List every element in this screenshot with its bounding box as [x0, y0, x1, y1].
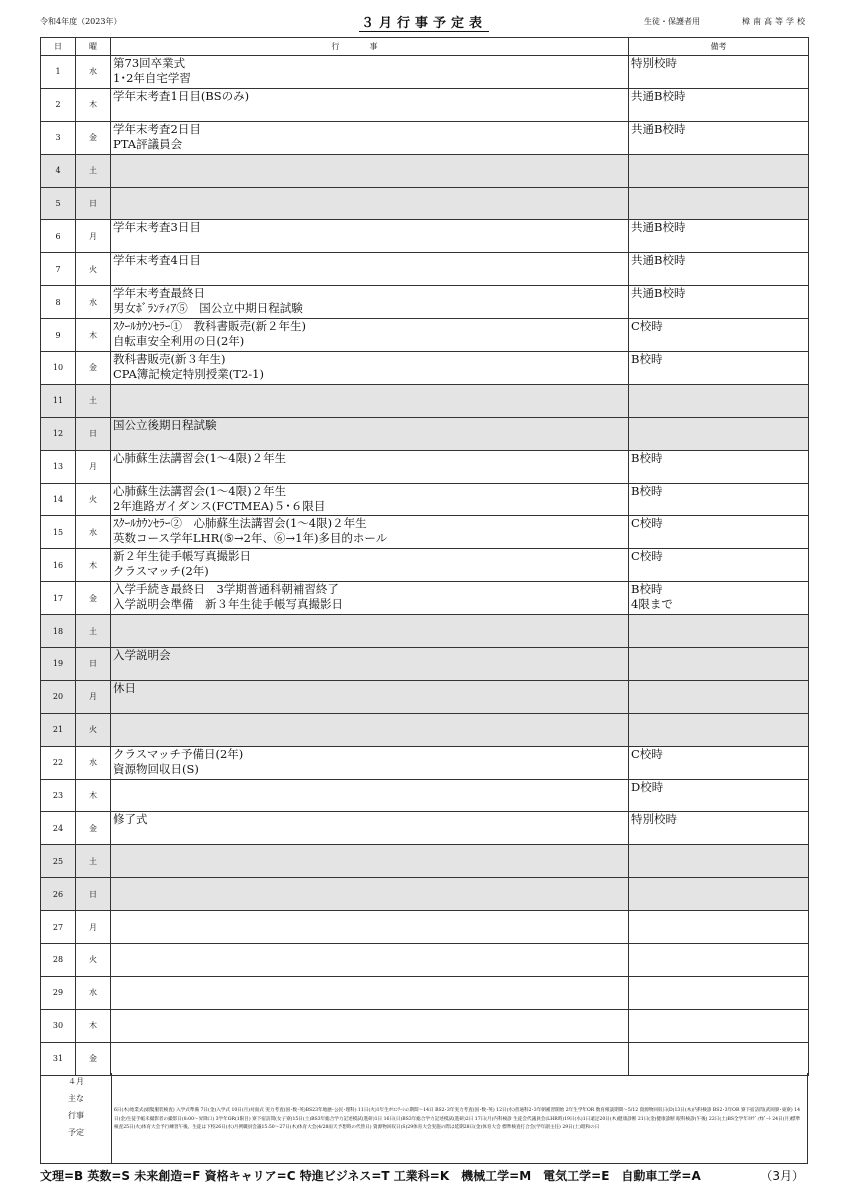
weekday-cell: 金: [76, 352, 111, 385]
event-cell: [111, 911, 629, 944]
day-cell: 31: [41, 1042, 76, 1075]
note-cell: [629, 911, 809, 944]
weekday-cell: 月: [76, 220, 111, 253]
day-cell: 9: [41, 319, 76, 352]
note-cell: [629, 713, 809, 746]
note-line: 共通B校時: [631, 220, 686, 235]
event-cell: [111, 779, 629, 812]
note-cell: [629, 680, 809, 713]
weekday-cell: 金: [76, 582, 111, 615]
note-cell: [629, 812, 809, 845]
table-row: [41, 319, 809, 352]
weekday-cell: 土: [76, 615, 111, 648]
weekday-cell: 土: [76, 384, 111, 417]
table-row: [41, 220, 809, 253]
note-cell: [629, 187, 809, 220]
event-cell: [111, 88, 629, 121]
note-line: 共通B校時: [631, 286, 686, 301]
event-cell: [111, 944, 629, 977]
note-cell: [629, 746, 809, 779]
event-cell: [111, 845, 629, 878]
event-cell: [111, 648, 629, 681]
day-cell: 26: [41, 878, 76, 911]
weekday-cell: 月: [76, 680, 111, 713]
weekday-cell: 金: [76, 1042, 111, 1075]
event-line: ｽｸｰﾙｶｳﾝｾﾗｰ② 心肺蘇生法講習会(1～4限)２年生: [113, 516, 367, 531]
weekday-cell: 水: [76, 286, 111, 319]
note-cell: [629, 253, 809, 286]
event-line: 学年末考査2日目: [113, 121, 201, 136]
table-row: [41, 845, 809, 878]
day-cell: 21: [41, 713, 76, 746]
audience-label: 生徒・保護者用: [644, 17, 700, 26]
weekday-cell: 木: [76, 1009, 111, 1042]
table-row: [41, 713, 809, 746]
table-row: [41, 121, 809, 154]
event-cell: [111, 286, 629, 319]
school-name: 樟南高等学校: [742, 17, 808, 26]
april-label-line: ４月: [68, 1077, 84, 1086]
weekday-cell: 木: [76, 779, 111, 812]
table-row: [41, 516, 809, 549]
weekday-cell: 土: [76, 154, 111, 187]
table-row: [41, 648, 809, 681]
day-cell: 27: [41, 911, 76, 944]
table-row: [41, 746, 809, 779]
table-row: [41, 187, 809, 220]
table-row: [41, 483, 809, 516]
event-line: 入学説明会準備 新３年生徒手帳写真撮影日: [113, 597, 343, 612]
note-line: 特別校時: [631, 56, 677, 70]
table-row: [41, 779, 809, 812]
april-label-line: 行事: [68, 1111, 84, 1120]
note-line: B校時: [631, 483, 663, 498]
table-row: [41, 352, 809, 385]
day-cell: 12: [41, 417, 76, 450]
weekday-cell: 日: [76, 878, 111, 911]
weekday-cell: 日: [76, 417, 111, 450]
note-cell: [629, 779, 809, 812]
event-line: 新２年生徒手帳写真撮影日: [113, 549, 251, 564]
note-line: C校時: [631, 746, 663, 761]
day-cell: 19: [41, 648, 76, 681]
weekday-cell: 火: [76, 713, 111, 746]
event-line: 学年末考査4日目: [113, 253, 201, 268]
weekday-cell: 水: [76, 746, 111, 779]
month-label: （3月）: [760, 1169, 804, 1183]
event-cell: [111, 878, 629, 911]
april-label-line: 予定: [68, 1128, 84, 1137]
table-row: [41, 1009, 809, 1042]
day-cell: 17: [41, 582, 76, 615]
note-cell: [629, 648, 809, 681]
event-cell: [111, 121, 629, 154]
table-row: [41, 154, 809, 187]
day-cell: 30: [41, 1009, 76, 1042]
note-cell: [629, 121, 809, 154]
header-event: 行事: [111, 38, 629, 56]
table-row: [41, 976, 809, 1009]
weekday-cell: 火: [76, 944, 111, 977]
day-cell: 13: [41, 450, 76, 483]
day-cell: 3: [41, 121, 76, 154]
table-row: [41, 88, 809, 121]
note-cell: [629, 286, 809, 319]
note-cell: [629, 1042, 809, 1075]
note-cell: [629, 944, 809, 977]
event-cell: [111, 1009, 629, 1042]
weekday-cell: 木: [76, 319, 111, 352]
day-cell: 24: [41, 812, 76, 845]
header-day: 日: [41, 38, 76, 56]
event-line: 国公立後期日程試験: [113, 417, 217, 432]
note-cell: [629, 483, 809, 516]
day-cell: 10: [41, 352, 76, 385]
table-row: [41, 384, 809, 417]
day-cell: 5: [41, 187, 76, 220]
april-events-text: 6日(木)始業式(頭髪服装検査) 入学式準備 7日(金)入学式 10日(月)対面式 実力考査(国･数･英)BS23年地歴･公民･理科) 11日(火)1年生ｵﾘｴﾝﾃｰｼｮﾝ期間～14日 BS2･3年実力考査(国･数･英) 12日(水)普通科2･3年朝補習開始 2年生学年OR 数育相談期間～5/12 資源物回収日(D)13日(木)内科検診 BS2･3年OR 寮下宿訪問(武岡寮･東寮) 14日(金)生徒手帳未撮影者の撮影日(8:00～昇降口) 3学年OR(1限目) 寮下宿訪問(女子寮)15日(土)BS3年総合学力記述模試(進研)1日 16日(日)BS3年総合学力記述模試(進研)2日 17日(月)内科検診 生徒会代議員会(LHR時)19日(水)1日遠足20日(木)健康診断 21日(金)健康診断 眼科検診(午後) 22日(土)BS全学年ｽﾀﾃﾞｨｻﾎﾟｰﾄ 24日(月)標準検査25日(火)体育大会予行練習午後、生徒は下校26日(水)月例職員会議15:50～27日(木)体育大会(4/28雨天予想時の代替日) 資源物回収日(S)29体育大会実施の際は延期28日(金)体育大会 標準検査打合会(学年副主任) 29日(土)昭和の日: [114, 1108, 801, 1130]
note-line: C校時: [631, 549, 663, 564]
weekday-cell: 水: [76, 516, 111, 549]
event-line: 入学手続き最終日 3学期普通科朝補習終了: [113, 582, 339, 597]
note-cell: [629, 352, 809, 385]
weekday-cell: 金: [76, 812, 111, 845]
day-cell: 14: [41, 483, 76, 516]
day-cell: 1: [41, 56, 76, 89]
table-row: [41, 878, 809, 911]
event-line: CPA簿記検定特別授業(T2-1): [113, 367, 264, 382]
note-cell: [629, 845, 809, 878]
table-row: [41, 615, 809, 648]
event-line: 第73回卒業式: [113, 56, 186, 70]
event-cell: [111, 615, 629, 648]
note-cell: [629, 319, 809, 352]
event-line: 学年末考査1日目(BSのみ): [113, 88, 250, 103]
table-row: [41, 56, 809, 89]
note-cell: [629, 878, 809, 911]
event-cell: [111, 582, 629, 615]
event-line: PTA評議員会: [113, 136, 183, 151]
event-cell: [111, 680, 629, 713]
event-cell: [111, 516, 629, 549]
note-cell: [629, 450, 809, 483]
weekday-cell: 金: [76, 121, 111, 154]
note-cell: [629, 516, 809, 549]
weekday-cell: 水: [76, 976, 111, 1009]
event-cell: [111, 549, 629, 582]
day-cell: 16: [41, 549, 76, 582]
table-row: [41, 911, 809, 944]
day-cell: 25: [41, 845, 76, 878]
event-line: 学年末考査最終日: [113, 286, 205, 301]
event-line: クラスマッチ予備日(2年): [113, 746, 244, 761]
event-line: 学年末考査3日目: [113, 220, 201, 235]
note-cell: [629, 582, 809, 615]
event-cell: [111, 1042, 629, 1075]
day-cell: 18: [41, 615, 76, 648]
day-cell: 22: [41, 746, 76, 779]
event-cell: [111, 746, 629, 779]
day-cell: 2: [41, 88, 76, 121]
weekday-cell: 火: [76, 483, 111, 516]
day-cell: 8: [41, 286, 76, 319]
event-line: ｽｸｰﾙｶｳﾝｾﾗｰ① 教科書販売(新２年生): [113, 319, 306, 334]
page-title: ３月行事予定表: [360, 16, 487, 31]
april-preview: [40, 1073, 808, 1164]
table-row: [41, 549, 809, 582]
table-row: [41, 944, 809, 977]
note-cell: [629, 384, 809, 417]
schedule-table: [40, 37, 809, 1076]
event-line: 資源物回収日(S): [113, 761, 199, 776]
note-line: B校時: [631, 352, 663, 367]
april-label: [41, 1073, 112, 1163]
event-cell: [111, 417, 629, 450]
event-line: 2年進路ガイダンス(FCTMEA)５･６限目: [113, 498, 326, 513]
table-row: [41, 417, 809, 450]
weekday-cell: 木: [76, 549, 111, 582]
event-line: 男女ﾎﾞﾗﾝﾃｨｱ⑤ 国公立中期日程試験: [113, 301, 303, 316]
event-cell: [111, 154, 629, 187]
note-line: D校時: [631, 779, 664, 794]
note-cell: [629, 56, 809, 89]
table-row: [41, 812, 809, 845]
table-row: [41, 1042, 809, 1075]
event-line: 教科書販売(新３年生): [113, 352, 226, 367]
note-line: 共通B校時: [631, 121, 686, 136]
day-cell: 28: [41, 944, 76, 977]
event-cell: [111, 319, 629, 352]
event-cell: [111, 713, 629, 746]
event-cell: [111, 812, 629, 845]
note-cell: [629, 417, 809, 450]
table-row: [41, 450, 809, 483]
event-line: 入学説明会: [113, 648, 171, 663]
page-header: [40, 10, 808, 36]
day-cell: 23: [41, 779, 76, 812]
day-cell: 29: [41, 976, 76, 1009]
event-cell: [111, 56, 629, 89]
note-line: B校時: [631, 450, 663, 465]
day-cell: 11: [41, 384, 76, 417]
event-cell: [111, 384, 629, 417]
weekday-cell: 水: [76, 56, 111, 89]
day-cell: 6: [41, 220, 76, 253]
event-cell: [111, 483, 629, 516]
event-cell: [111, 976, 629, 1009]
event-line: 休日: [113, 680, 136, 695]
note-line: 共通B校時: [631, 88, 686, 103]
day-cell: 15: [41, 516, 76, 549]
weekday-cell: 日: [76, 648, 111, 681]
day-cell: 4: [41, 154, 76, 187]
fiscal-year: 令和4年度（2023年）: [40, 17, 122, 26]
note-cell: [629, 88, 809, 121]
header-weekday: 曜: [76, 38, 111, 56]
event-line: 修了式: [113, 812, 148, 827]
note-line: B校時: [631, 582, 663, 597]
weekday-cell: 土: [76, 845, 111, 878]
event-line: 心肺蘇生法講習会(1～4限)２年生: [113, 450, 287, 465]
event-line: 自転車安全利用の日(2年): [113, 334, 245, 349]
table-header-row: [41, 38, 809, 56]
table-row: [41, 582, 809, 615]
weekday-cell: 日: [76, 187, 111, 220]
note-line: 4限まで: [631, 597, 673, 612]
weekday-cell: 月: [76, 911, 111, 944]
note-line: 特別校時: [631, 812, 677, 827]
note-cell: [629, 976, 809, 1009]
note-cell: [629, 1009, 809, 1042]
note-line: C校時: [631, 319, 663, 334]
event-line: 1･2年自宅学習: [113, 71, 191, 85]
course-codes: 文理=B 英数=S 未来創造=F 資格キャリア=C 特進ビジネス=T 工業科=K 機械工学=M 電気工学=E 自動車工学=A: [40, 1169, 701, 1183]
header-note: 備考: [629, 38, 809, 56]
weekday-cell: 火: [76, 253, 111, 286]
event-cell: [111, 450, 629, 483]
event-line: クラスマッチ(2年): [113, 564, 209, 579]
event-line: 英数コース学年LHR(⑤→2年、⑥→1年)多目的ホール: [113, 531, 388, 546]
note-cell: [629, 220, 809, 253]
table-row: [41, 286, 809, 319]
schedule-body: [41, 56, 809, 1076]
event-cell: [111, 253, 629, 286]
event-cell: [111, 220, 629, 253]
event-cell: [111, 352, 629, 385]
weekday-cell: 月: [76, 450, 111, 483]
note-line: C校時: [631, 516, 663, 531]
note-cell: [629, 549, 809, 582]
event-line: 心肺蘇生法講習会(1～4限)２年生: [113, 483, 287, 498]
table-row: [41, 680, 809, 713]
note-cell: [629, 615, 809, 648]
weekday-cell: 木: [76, 88, 111, 121]
note-cell: [629, 154, 809, 187]
course-legend: [40, 1167, 808, 1184]
note-line: 共通B校時: [631, 253, 686, 268]
table-row: [41, 253, 809, 286]
day-cell: 7: [41, 253, 76, 286]
event-cell: [111, 187, 629, 220]
april-label-line: 主な: [68, 1094, 84, 1103]
day-cell: 20: [41, 680, 76, 713]
